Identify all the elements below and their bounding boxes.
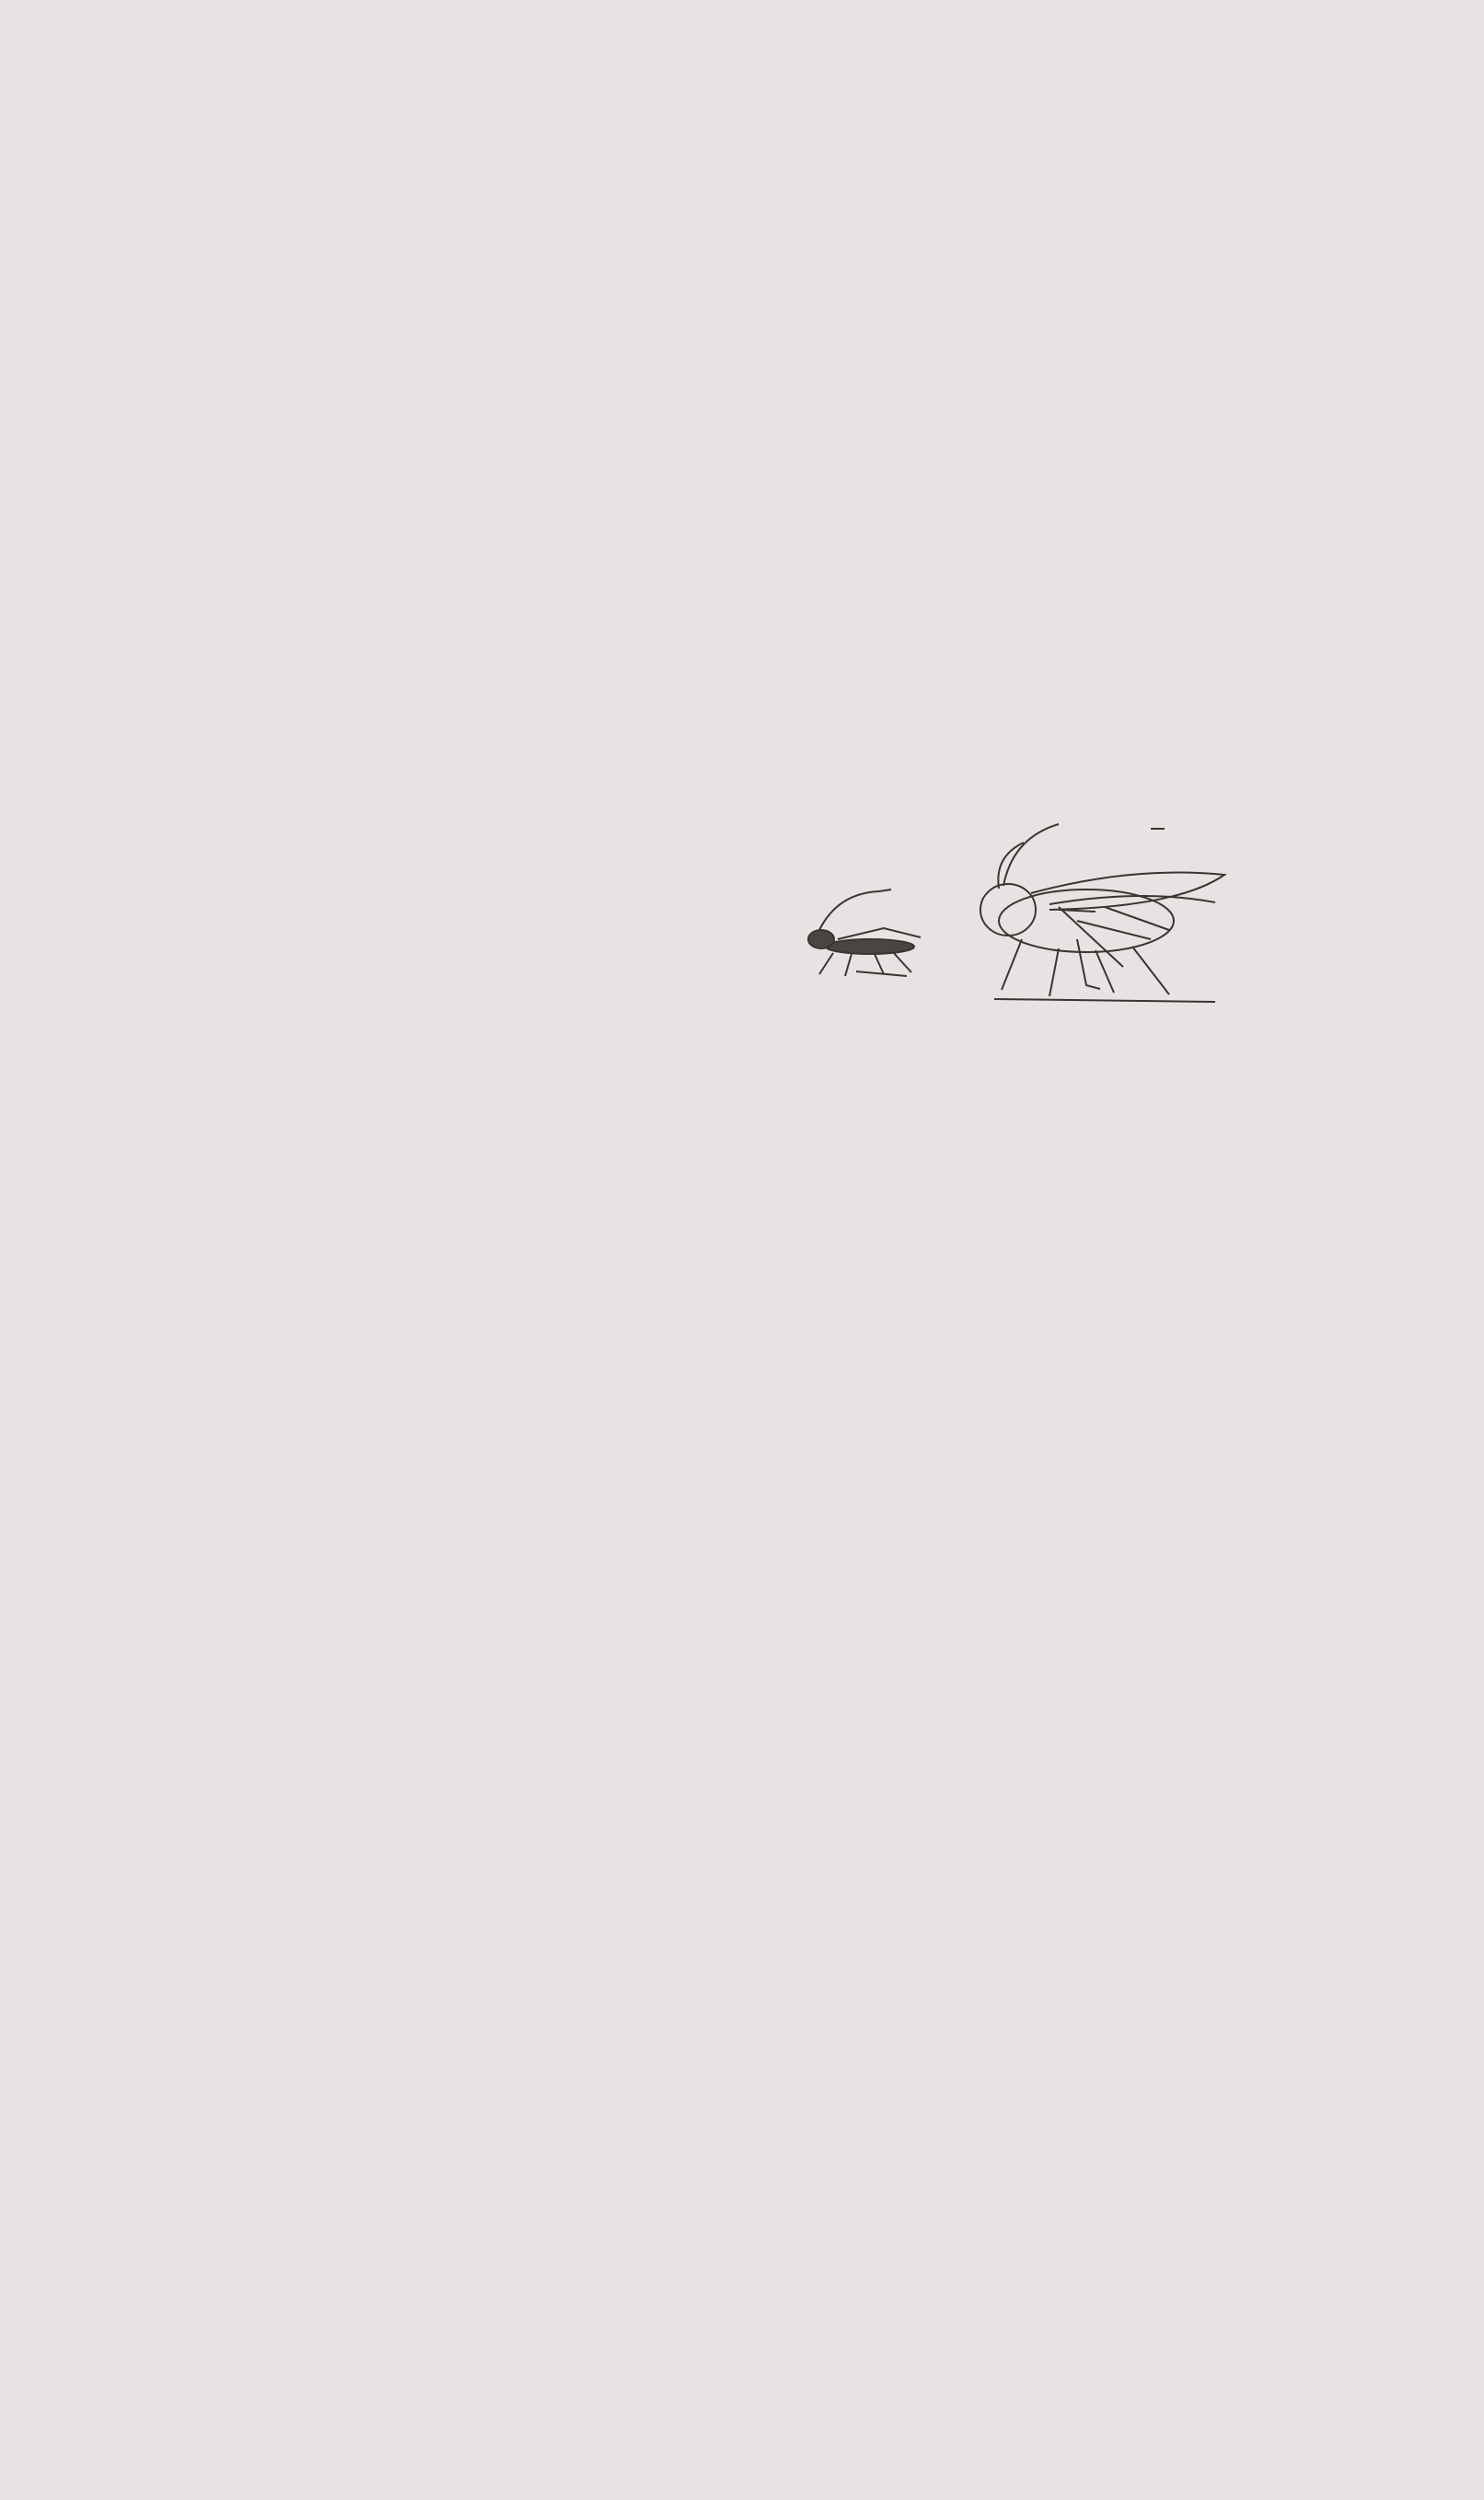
- small-wasp-drawing: [808, 890, 921, 976]
- figure-3-wasps: [783, 801, 1372, 1031]
- running-header: [101, 96, 1376, 133]
- large-wasp-drawing: [980, 824, 1224, 1002]
- wasp-illustration: [783, 801, 1372, 1031]
